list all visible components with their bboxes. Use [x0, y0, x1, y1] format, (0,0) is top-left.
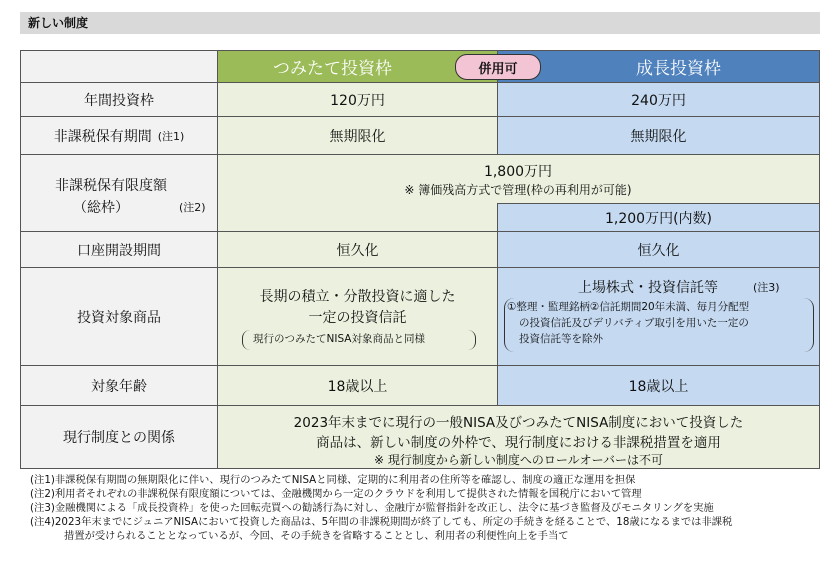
- footnotes: [30, 473, 830, 543]
- row-label-annual: [20, 82, 218, 117]
- row-label-relation: [20, 405, 218, 469]
- footnote-2: (注2)利用者それぞれの非課税保有限度額については、金融機関から一定のクラウドを利用して提供された情報を国税庁において管理: [30, 488, 642, 500]
- products-blue-bracket-line2: の投資信託及びデリバティブ取引を用いた一定の: [519, 317, 749, 329]
- relation-line3: ※ 現行制度から新しい制度へのロールオーバーは不可: [373, 453, 664, 467]
- tsumitate-header-label: つみたて投資枠: [273, 59, 392, 79]
- account-blue-cell: [497, 231, 820, 268]
- period-blue-value: 無期限化: [630, 128, 687, 145]
- annual-green-value: 120万円: [330, 92, 385, 109]
- account-label: 口座開設期間: [77, 242, 161, 259]
- row-label-period: [20, 116, 218, 155]
- account-green-cell: [217, 231, 498, 268]
- limit-blue-sub-value: 1,200万円(内数): [604, 210, 712, 227]
- products-green-cell: [217, 267, 498, 366]
- limit-label-line1: 非課税保有限度額: [55, 178, 167, 194]
- products-green-line1: 長期の積立・分散投資に適した: [259, 289, 456, 305]
- concurrent-use-label: 併用可: [478, 61, 518, 77]
- period-green-value: 無期限化: [329, 128, 386, 145]
- period-label: 非課税保有期間: [53, 128, 152, 145]
- growth-header: [497, 50, 820, 83]
- growth-header-label: 成長投資枠: [636, 59, 721, 79]
- products-blue-bracket-line3: 投資信託等を除外: [519, 333, 603, 345]
- age-blue-cell: [497, 365, 820, 406]
- limit-note: (注2): [179, 201, 206, 214]
- account-blue-value: 恒久化: [637, 242, 680, 259]
- products-blue-cell: [497, 267, 820, 366]
- age-green-cell: [217, 365, 498, 406]
- limit-shared-line1: 1,800万円: [483, 164, 553, 180]
- products-label: 投資対象商品: [77, 309, 161, 326]
- annual-blue-cell: [497, 82, 820, 117]
- row-label-account: [20, 231, 218, 268]
- products-blue-bracket: [504, 298, 814, 352]
- annual-label: 年間投資枠: [84, 92, 154, 109]
- limit-shared-line2: ※ 簿価残高方式で管理(枠の再利用が可能): [404, 183, 632, 197]
- section-title: 新しい制度: [28, 16, 89, 30]
- row-label-age: [20, 365, 218, 406]
- limit-blue-sub-cell: [497, 203, 820, 232]
- relation-line2: 商品は、新しい制度の外枠で、現行制度における非課税措置を適用: [316, 435, 721, 451]
- footnote-1: (注1)非課税保有期間の無期限化に伴い、現行のつみたてNISAと同様、定期的に利用者の住所等を確認し、制度の適正な運用を担保: [30, 474, 636, 486]
- footnote-4-line2: 措置が受けられることとなっているが、今回、その手続きを省略することとし、利用者の利便性向上を手当て: [64, 530, 569, 542]
- relation-label: 現行制度との関係: [63, 430, 175, 446]
- age-green-value: 18歳以上: [327, 378, 388, 395]
- account-green-value: 恒久化: [336, 242, 379, 259]
- annual-blue-value: 240万円: [631, 92, 686, 109]
- limit-label-line2: （総枠）: [73, 200, 129, 216]
- products-blue-note: (注3): [753, 281, 780, 294]
- relation-cell: [217, 405, 820, 469]
- table-corner-cell: [20, 50, 218, 83]
- footnote-4-line1: (注4)2023年末までにジュニアNISAにおいて投資した商品は、5年間の非課税期間が終了しても、所定の手続きを経ることで、18歳になるまでは非課税: [30, 516, 733, 528]
- row-label-products: [20, 267, 218, 366]
- products-green-line2: 一定の投資信託: [308, 310, 407, 326]
- products-blue-line1: 上場株式・投資信託等: [578, 280, 718, 296]
- age-blue-value: 18歳以上: [628, 378, 689, 395]
- products-green-bracket: [242, 330, 476, 350]
- products-blue-bracket-line1: ①整理・監理銘柄②信託期間20年未満、毎月分配型: [507, 301, 750, 313]
- annual-green-cell: [217, 82, 498, 117]
- footnote-3: (注3)金融機関による「成長投資枠」を使った回転売買への勧誘行為に対し、金融庁が監督指針を改正し、法令に基づき監督及びモニタリングを実施: [30, 502, 714, 514]
- row-label-limit: [20, 154, 218, 232]
- period-note: (注1): [157, 129, 185, 143]
- section-header: [20, 12, 820, 34]
- age-label: 対象年齢: [91, 378, 147, 395]
- concurrent-use-badge: [455, 54, 541, 80]
- period-blue-cell: [497, 116, 820, 155]
- products-green-bracket-text: 現行のつみたてNISA対象商品と同様: [253, 333, 425, 345]
- relation-line1: 2023年末までに現行の一般NISA及びつみたてNISA制度において投資した: [293, 415, 744, 431]
- period-green-cell: [217, 116, 498, 155]
